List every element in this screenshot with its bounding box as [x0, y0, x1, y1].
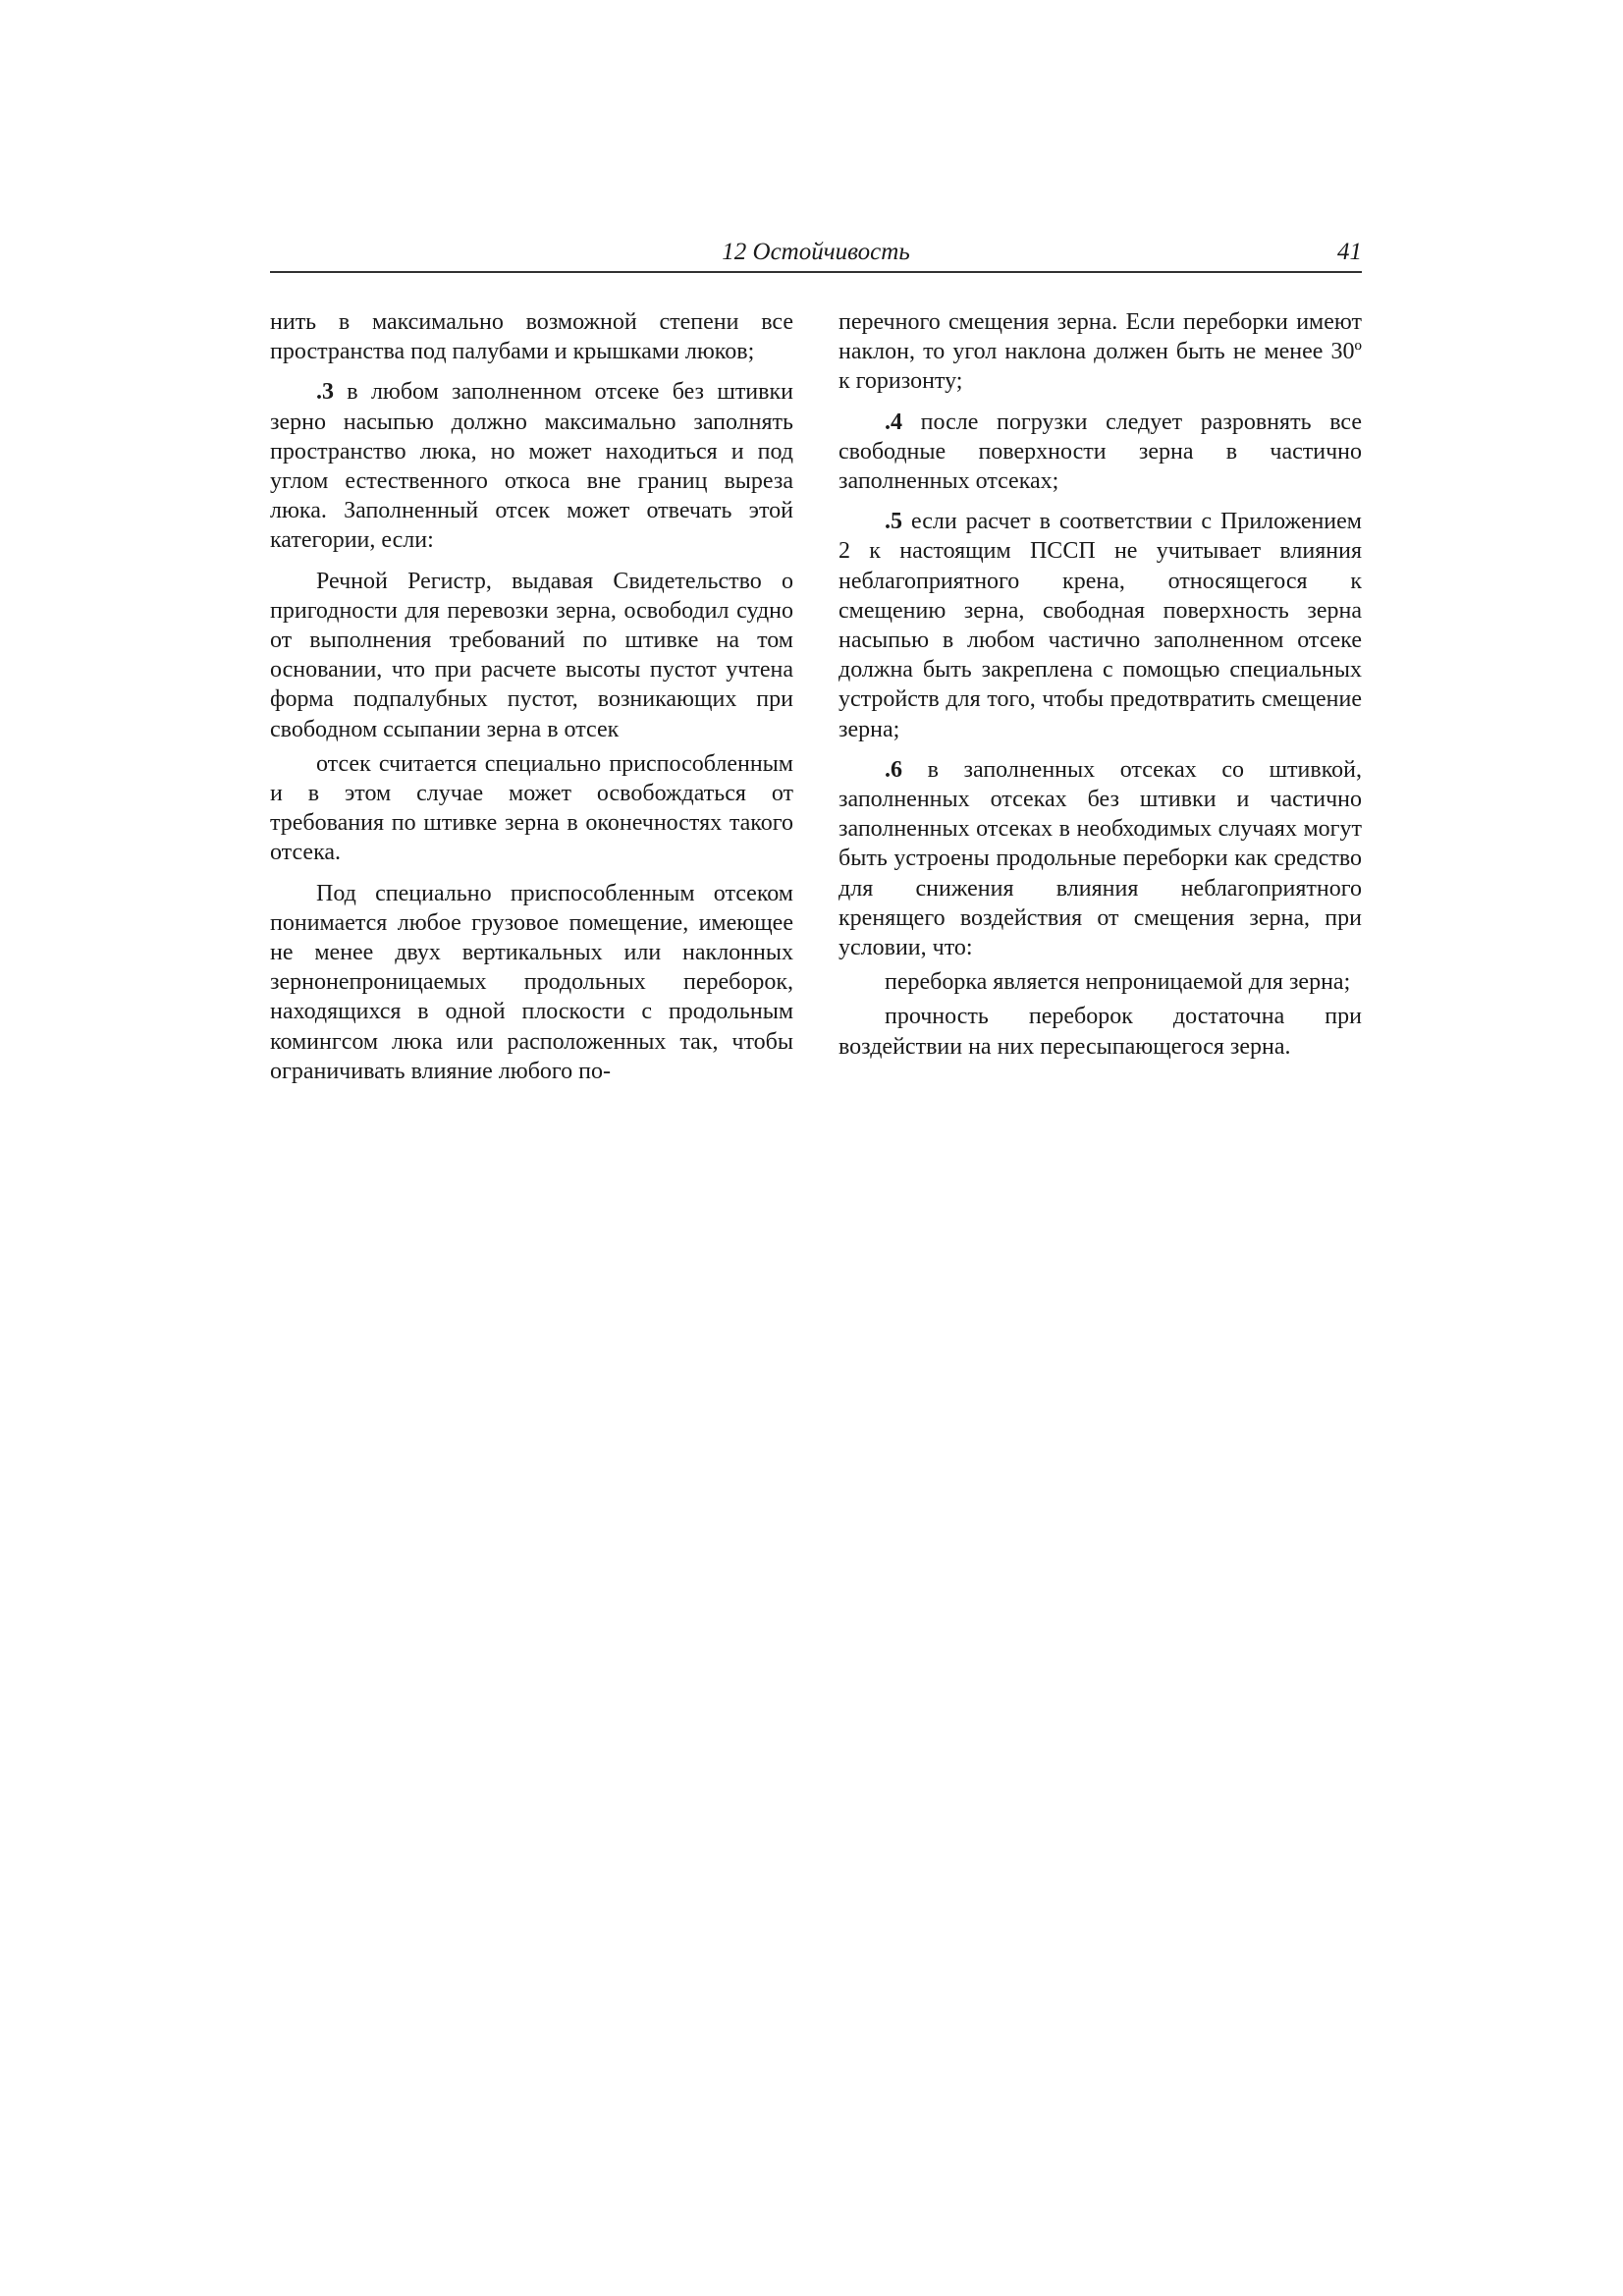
- numbered-paragraph: [839, 755, 1362, 962]
- item-number: .4: [885, 409, 902, 435]
- paragraph: нить в максимально возможной степени все пространства под палубами и крышками люков;: [270, 309, 793, 365]
- left-column: [270, 307, 793, 1097]
- numbered-paragraph: [270, 377, 793, 555]
- paragraph: перечного смещения зерна. Если переборки имеют наклон, то угол наклона должен быть не менее 30º к горизонту;: [839, 309, 1362, 395]
- numbered-paragraph: [839, 408, 1362, 497]
- paragraph: отсек считается специально приспособленным и в этом случае может освобождаться от требования по штивке зерна в оконечностях такого отсека.: [270, 750, 793, 866]
- chapter-title: 12 Остойчивость: [722, 239, 910, 265]
- item-number: .6: [885, 756, 902, 783]
- item-number: .3: [316, 379, 334, 406]
- paragraph-text: после погрузки следует разровнять все свободные поверхности зерна в частично заполненных отсеках;: [839, 409, 1362, 495]
- paragraph: прочность переборок достаточна при воздействии на них пересыпающегося зерна.: [839, 1004, 1362, 1060]
- paragraph: Под специально приспособленным отсеком понимается любое грузовое помещение, имеющее не менее двух вертикальных или наклонных зернонепроницаемых продольных переборок, находящихся в одной плоскости с продольным комингсом люка или расположенных так, чтобы ограничивать влияние любого по-: [270, 880, 793, 1084]
- page-number: 41: [1337, 239, 1362, 265]
- running-header: [270, 238, 1362, 273]
- right-column: [839, 307, 1362, 1072]
- numbered-paragraph: [839, 507, 1362, 744]
- paragraph-text: если расчет в соответствии с Приложением 2 к настоящим ПССП не учитывает влияния неблагоприятного крена, относящегося к смещению зерна, свободная поверхность зерна насыпью в любом частично заполненном отсеке должна быть закреплена с помощью специальных устройств для того, чтобы предотвратить смещение зерна;: [839, 509, 1362, 742]
- item-number: .5: [885, 509, 902, 535]
- paragraph-text: в заполненных отсеках со штивкой, заполненных отсеках без штивки и частично заполненных отсеках в необходимых случаях могут быть устроены продольные переборки как средство для снижения влияния неблагоприятного кренящего воздействия от смещения зерна, при условии, что:: [839, 756, 1362, 961]
- paragraph: переборка является непроницаемой для зерна;: [885, 969, 1351, 996]
- paragraph-text: в любом заполненном отсеке без штивки зерно насыпью должно максимально заполнять пространство люка, но может находиться и под углом естественного откоса вне границ выреза люка. Заполненный отсек может отвечать этой категории, если:: [270, 379, 793, 554]
- paragraph: Речной Регистр, выдавая Свидетельство о пригодности для перевозки зерна, освободил судно от выполнения требований по штивке на том основании, что при расчете высоты пустот учтена форма подпалубных пустот, возникающих при свободном ссыпании зерна в отсек: [270, 568, 793, 742]
